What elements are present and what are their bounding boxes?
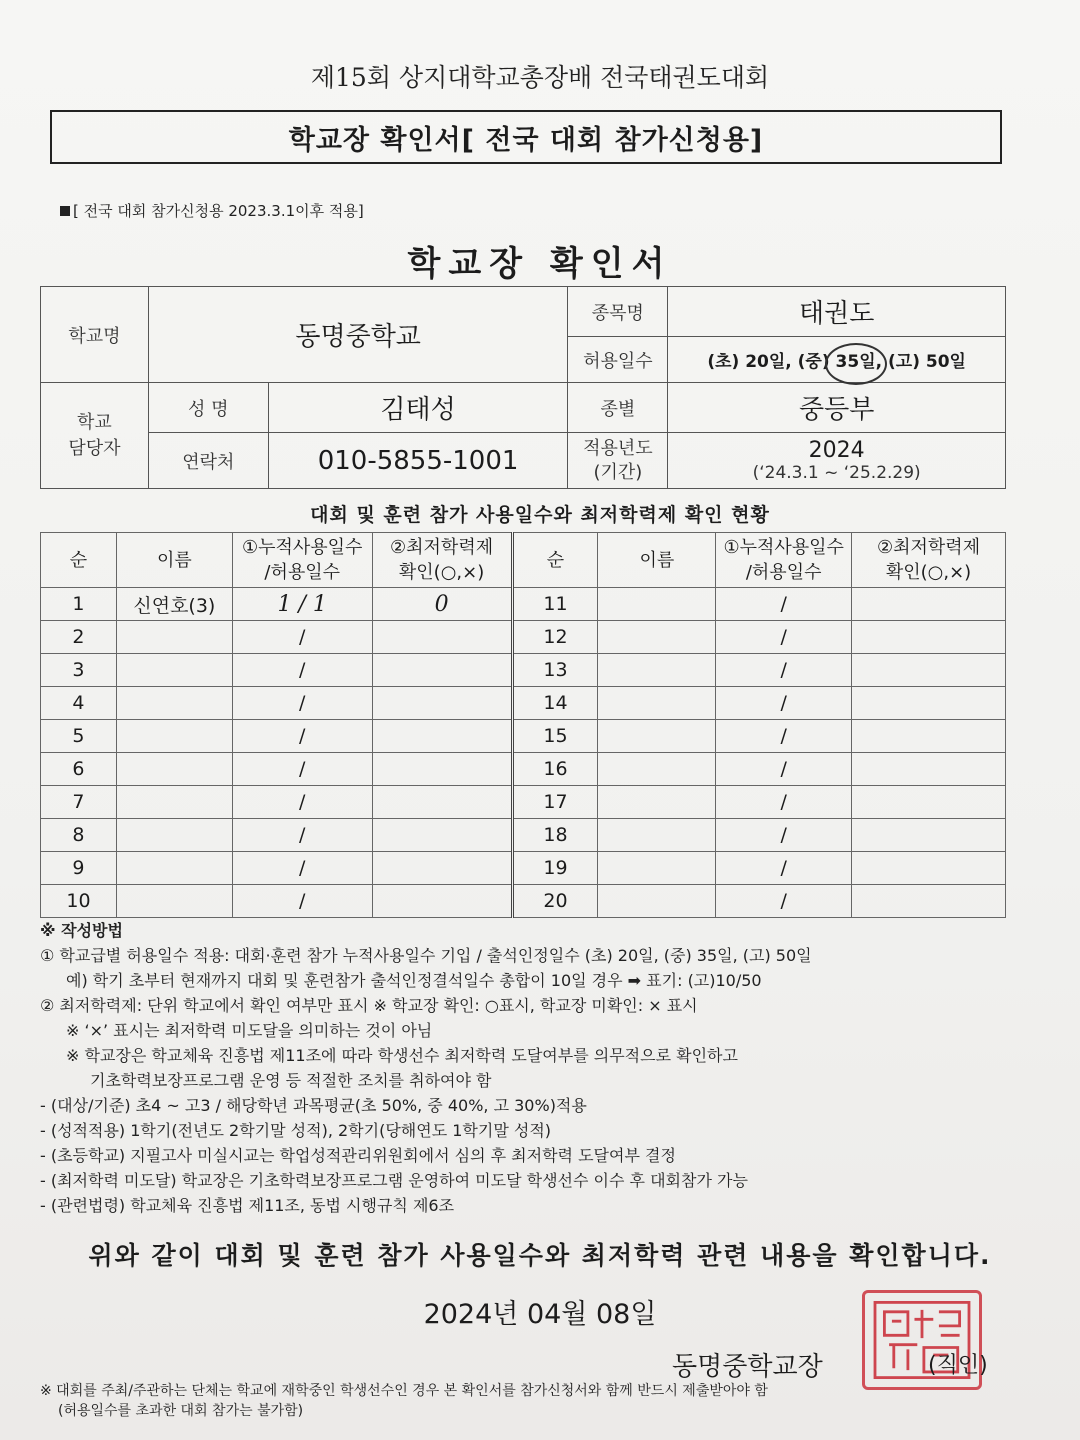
header-min-right: ②최저학력제 확인(○,×)	[852, 533, 1006, 588]
sport-label: 종목명	[568, 287, 668, 337]
competition-title: 제15회 상지대학교총장배 전국태권도대회	[310, 63, 770, 92]
row-days-right: /	[716, 621, 852, 654]
table-row	[41, 588, 1006, 621]
section-title: 대회 및 훈련 참가 사용일수와 최저학력제 확인 현황	[310, 504, 770, 526]
applied-note	[60, 200, 364, 221]
row-no-right: 19	[512, 852, 598, 885]
allow-value-wrap	[707, 352, 966, 372]
usage-table-body	[41, 588, 1006, 918]
row-days: /	[232, 885, 372, 918]
row-no: 5	[41, 720, 117, 753]
division-value: 중등부	[668, 383, 1006, 433]
row-min	[372, 885, 512, 918]
row-days-right: /	[716, 687, 852, 720]
seal-label: (직인)	[928, 1353, 988, 1378]
header-no: 순	[41, 533, 117, 588]
row-name-right	[598, 588, 716, 621]
row-min-right	[852, 621, 1006, 654]
row-no-right: 20	[512, 885, 598, 918]
instruction-line: ① 학교급별 허용일수 적용: 대회·훈련 참가 누적사용일수 기입 / 출석인정일수 (초) 20일, (중) 35일, (고) 50일	[40, 946, 812, 965]
row-min-right	[852, 654, 1006, 687]
row-min-right	[852, 588, 1006, 621]
row-min	[372, 654, 512, 687]
row-no: 6	[41, 753, 117, 786]
contact-label: 연락처	[148, 433, 268, 489]
row-no-right: 18	[512, 819, 598, 852]
box-title: 학교장 확인서[ 전국 대회 참가신청용]	[50, 110, 1002, 164]
period-value: (‘24.3.1 ~ ‘25.2.29)	[752, 463, 921, 483]
hand-circle-mark	[825, 343, 887, 385]
row-days: /	[232, 786, 372, 819]
footnote-line: ※ 대회를 주최/주관하는 단체는 학교에 재학중인 학생선수인 경우 본 확인서를 참가신청서와 함께 반드시 제출받아야 함	[40, 1383, 768, 1399]
row-days: /	[232, 819, 372, 852]
row-min	[372, 819, 512, 852]
header-name: 이름	[116, 533, 232, 588]
instruction-line: 기초학력보장프로그램 운영 등 적절한 조치를 취하여야 함	[90, 1071, 492, 1090]
square-bullet-icon	[60, 206, 70, 216]
row-days: 1 / 1	[232, 588, 372, 621]
name-value: 김태성	[268, 383, 568, 433]
allow-value: (초) 20일, (중) 35일, (고) 50일	[707, 352, 966, 372]
row-name	[116, 786, 232, 819]
row-days: /	[232, 654, 372, 687]
row-days-right: /	[716, 753, 852, 786]
row-days: /	[232, 687, 372, 720]
row-min	[372, 720, 512, 753]
table-row	[41, 753, 1006, 786]
row-name-right	[598, 621, 716, 654]
row-min	[372, 786, 512, 819]
row-min	[372, 687, 512, 720]
row-name-right	[598, 885, 716, 918]
principal-name: 동명중학교장	[672, 1352, 823, 1382]
name-label: 성 명	[148, 383, 268, 433]
row-no-right: 12	[512, 621, 598, 654]
row-min-right	[852, 852, 1006, 885]
instructions	[40, 918, 1040, 1218]
footnote-line: (허용일수를 초과한 대회 참가는 불가함)	[58, 1403, 304, 1419]
instruction-line: - (관련법령) 학교체육 진흥법 제11조, 동법 시행규칙 제6조	[40, 1196, 455, 1215]
row-days-right: /	[716, 885, 852, 918]
footnote	[40, 1381, 768, 1421]
header-days-right: ①누적사용일수 /허용일수	[716, 533, 852, 588]
table-row	[41, 852, 1006, 885]
row-no: 9	[41, 852, 117, 885]
row-name	[116, 720, 232, 753]
row-name	[116, 687, 232, 720]
instruction-line: ② 최저학력제: 단위 학교에서 확인 여부만 표시 ※ 학교장 확인: ○표시, 학교장 미확인: × 표시	[40, 996, 698, 1015]
row-days-right: /	[716, 819, 852, 852]
row-name	[116, 621, 232, 654]
row-min: 0	[372, 588, 512, 621]
row-no-right: 17	[512, 786, 598, 819]
school-value: 동명중학교	[148, 287, 568, 383]
row-name: 신연호(3)	[116, 588, 232, 621]
row-no: 8	[41, 819, 117, 852]
row-name	[116, 852, 232, 885]
row-name-right	[598, 786, 716, 819]
row-days: /	[232, 753, 372, 786]
row-days-right: /	[716, 852, 852, 885]
header-name-right: 이름	[598, 533, 716, 588]
header-days: ①누적사용일수 /허용일수	[232, 533, 372, 588]
row-no-right: 16	[512, 753, 598, 786]
applied-note-text: [ 전국 대회 참가신청용 2023.3.1이후 적용]	[73, 202, 364, 220]
row-min-right	[852, 720, 1006, 753]
instruction-line: - (성적적용) 1학기(전년도 2학기말 성적), 2학기(당해연도 1학기말 성적)	[40, 1121, 552, 1140]
row-name-right	[598, 687, 716, 720]
row-no: 2	[41, 621, 117, 654]
row-name-right	[598, 852, 716, 885]
table-row	[41, 786, 1006, 819]
row-name	[116, 753, 232, 786]
instruction-line: 예) 학기 초부터 현재까지 대회 및 훈련참가 출석인정결석일수 총합이 10일 경우 ➡ 표기: (고)10/50	[66, 971, 762, 990]
issue-date: 2024년 04월 08일	[423, 1299, 657, 1330]
usage-table	[40, 532, 1006, 918]
row-name-right	[598, 720, 716, 753]
row-name	[116, 654, 232, 687]
row-days-right: /	[716, 786, 852, 819]
row-name-right	[598, 654, 716, 687]
row-name-right	[598, 753, 716, 786]
row-min	[372, 753, 512, 786]
year-label: 적용년도 (기간)	[568, 433, 668, 489]
school-label	[41, 287, 149, 383]
row-min-right	[852, 753, 1006, 786]
year-cell	[668, 433, 1006, 489]
row-no: 10	[41, 885, 117, 918]
row-days-right: /	[716, 654, 852, 687]
row-no: 4	[41, 687, 117, 720]
allow-label: 허용일수	[568, 337, 668, 383]
school-label-text: 학교명	[68, 325, 121, 347]
row-no-right: 11	[512, 588, 598, 621]
row-min	[372, 621, 512, 654]
manager-label: 학교 담당자	[41, 383, 149, 489]
row-no-right: 14	[512, 687, 598, 720]
allow-cell	[668, 337, 1006, 383]
row-min-right	[852, 885, 1006, 918]
row-no-right: 15	[512, 720, 598, 753]
row-days: /	[232, 720, 372, 753]
instruction-line: ※ ‘×’ 표시는 최저학력 미도달을 의미하는 것이 아님	[66, 1021, 433, 1040]
table-row	[41, 885, 1006, 918]
instruction-line: - (초등학교) 지필고사 미실시교는 학업성적관리위원회에서 심의 후 최저학력 도달여부 결정	[40, 1146, 676, 1165]
row-days-right: /	[716, 588, 852, 621]
row-name	[116, 885, 232, 918]
row-days: /	[232, 852, 372, 885]
table-row	[41, 654, 1006, 687]
division-label: 종별	[568, 383, 668, 433]
instruction-line: ※ 학교장은 학교체육 진흥법 제11조에 따라 학생선수 최저학력 도달여부를 의무적으로 확인하고	[66, 1046, 738, 1065]
instruction-line: - (대상/기준) 초4 ~ 고3 / 해당학년 과목평균(초 50%, 중 40%, 고 30%)적용	[40, 1096, 587, 1115]
row-days-right: /	[716, 720, 852, 753]
row-no: 1	[41, 588, 117, 621]
header-no-right: 순	[512, 533, 598, 588]
row-min-right	[852, 819, 1006, 852]
instructions-heading: ※ 작성방법	[40, 921, 123, 940]
row-no: 3	[41, 654, 117, 687]
table-row	[41, 819, 1006, 852]
row-name-right	[598, 819, 716, 852]
row-min-right	[852, 786, 1006, 819]
confirm-statement: 위와 같이 대회 및 훈련 참가 사용일수와 최저학력 관련 내용을 확인합니다.	[88, 1241, 992, 1270]
row-name	[116, 819, 232, 852]
sport-value: 태권도	[668, 287, 1006, 337]
header-min: ②최저학력제 확인(○,×)	[372, 533, 512, 588]
contact-value: 010-5855-1001	[268, 433, 568, 489]
row-min-right	[852, 687, 1006, 720]
main-title: 학교장 확인서	[407, 244, 673, 284]
instruction-line: - (최저학력 미도달) 학교장은 기초학력보장프로그램 운영하여 미도달 학생선수 이수 후 대회참가 가능	[40, 1171, 748, 1190]
table-row	[41, 621, 1006, 654]
row-no-right: 13	[512, 654, 598, 687]
row-min	[372, 852, 512, 885]
table-row	[41, 687, 1006, 720]
info-table	[40, 286, 1006, 489]
row-days: /	[232, 621, 372, 654]
row-no: 7	[41, 786, 117, 819]
table-row	[41, 720, 1006, 753]
year-value: 2024	[808, 438, 865, 463]
